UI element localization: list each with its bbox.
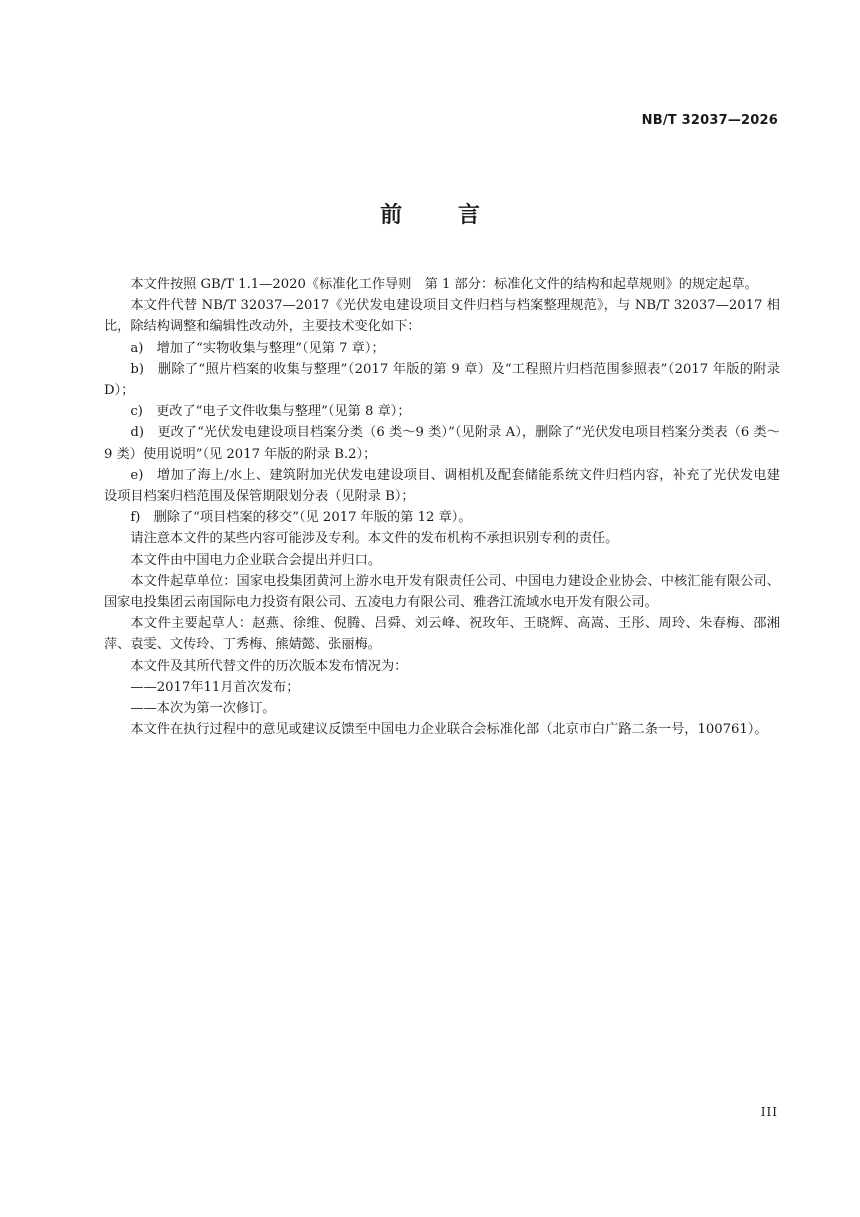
version-history-item-revision: ——本次为第一次修订。	[130, 701, 276, 717]
paragraph-drafting-rules: 本文件按照 GB/T 1.1—2020《标准化工作导则 第 1 部分：标准化文件的结构和起草规则》的规定起草。	[130, 277, 758, 292]
change-item-e: e) 增加了海上/水上、建筑附加光伏发电建设项目、调相机及配套储能系统文件归档内容，补充了光伏发电建设项目档案归档范围及保管期限划分表（见附录 B）；	[104, 467, 780, 505]
change-item-d: d) 更改了“光伏发电建设项目档案分类（6 类～9 类）”（见附录 A），删除了“光伏发电项目档案分类表（6 类～9 类）使用说明”（见 2017 年版的附录 B.2）；	[104, 425, 780, 462]
paragraph-patent-notice: 请注意本文件的某些内容可能涉及专利。本文件的发布机构不承担识别专利的责任。	[130, 531, 619, 547]
change-item-c: c) 更改了“电子文件收集与整理”（见第 8 章）；	[130, 404, 411, 420]
version-history-item-first: ——2017年11月首次发布；	[130, 679, 300, 695]
change-item-f: f) 删除了“项目档案的移交”（见 2017 年版的第 12 章）。	[130, 510, 472, 526]
page-title: 前 言	[380, 203, 504, 228]
paragraph-drafters: 本文件主要起草人：赵燕、徐维、倪腾、吕舜、刘云峰、祝玫年、王晓辉、高嵩、王彤、周玲、朱春梅、邵湘萍、袁雯、文传玲、丁秀梅、熊婧懿、张丽梅。	[104, 616, 780, 653]
paragraph-version-history: 本文件及其所代替文件的历次版本发布情况为：	[130, 658, 408, 674]
change-item-b: b) 删除了“照片档案的收集与整理”（2017 年版的第 9 章）及“工程照片归档范围参照表”（2017 年版的附录 D）；	[104, 361, 780, 399]
document-code: NB/T 32037—2026	[641, 113, 778, 128]
change-item-a: a) 增加了“实物收集与整理”（见第 7 章）；	[130, 340, 385, 356]
paragraph-proposer: 本文件由中国电力企业联合会提出并归口。	[130, 552, 381, 568]
paragraph-drafting-units: 本文件起草单位：国家电投集团黄河上游水电开发有限责任公司、中国电力建设企业协会、中核汇能有限公司、国家电投集团云南国际电力投资有限公司、五凌电力有限公司、雅砻江流域水电开发有限公司。	[104, 573, 780, 611]
paragraph-feedback: 本文件在执行过程中的意见或建议反馈至中国电力企业联合会标准化部（北京市白广路二条一号，100761）。	[130, 722, 768, 738]
paragraph-replacement: 本文件代替 NB/T 32037—2017《光伏发电建设项目文件归档与档案整理规范》，与 NB/T 32037—2017 相比，除结构调整和编辑性改动外，主要技术变化如下：	[104, 298, 780, 335]
page-number: III	[760, 1105, 778, 1119]
foreword-body	[104, 274, 780, 740]
